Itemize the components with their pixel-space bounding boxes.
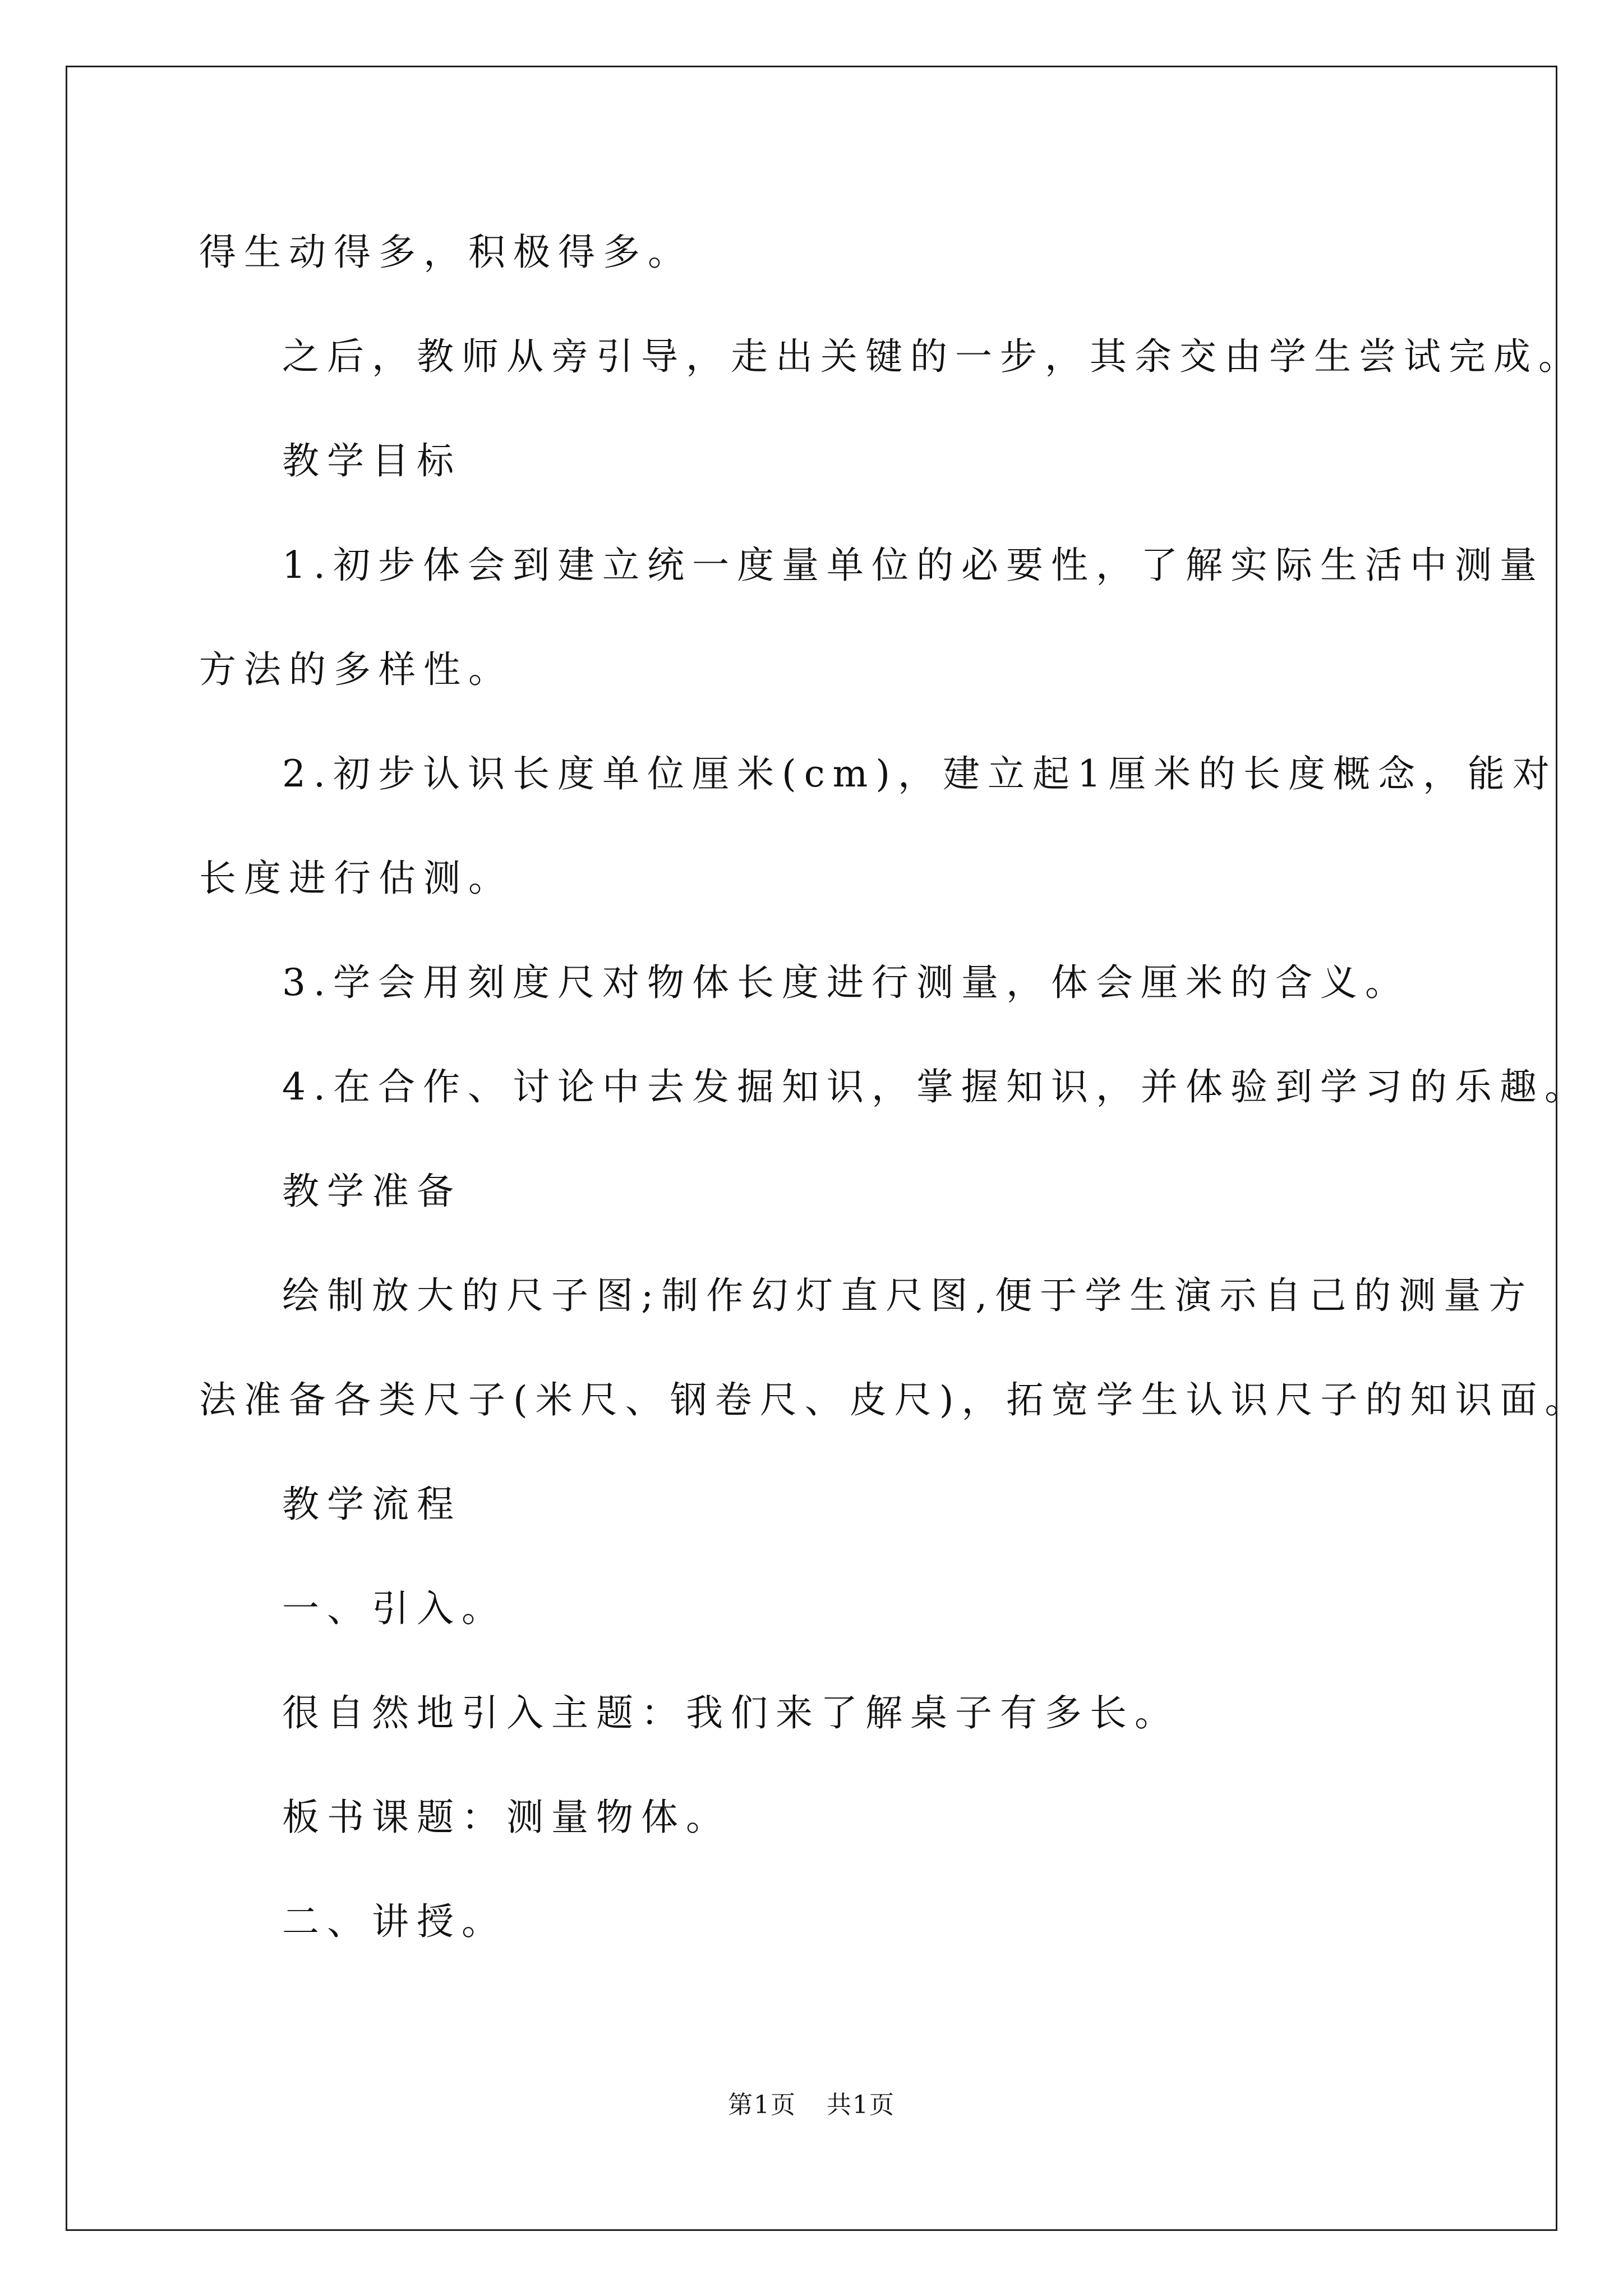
section-heading: 教学流程 <box>282 1483 462 1526</box>
paragraph-line: 板书课题：测量物体。 <box>282 1796 731 1839</box>
paragraph-line: 4.在合作、讨论中去发掘知识，掌握知识，并体验到学习的乐趣。 <box>282 1065 1589 1108</box>
paragraph-line: 2.初步认识长度单位厘米(cm)，建立起1厘米的长度概念，能对 <box>282 752 1558 795</box>
section-heading: 教学准备 <box>282 1170 462 1213</box>
subsection-heading: 一、引入。 <box>282 1587 506 1630</box>
paragraph-line: 长度进行估测。 <box>199 857 513 900</box>
page-number: 第1页 <box>728 2091 796 2119</box>
paragraph-line: 很自然地引入主题：我们来了解桌子有多长。 <box>282 1691 1179 1734</box>
paragraph-line: 法准备各类尺子(米尺、钢卷尺、皮尺)，拓宽学生认识尺子的知识面。 <box>199 1378 1590 1421</box>
paragraph-line: 得生动得多，积极得多。 <box>199 231 693 274</box>
paragraph-line: 1.初步体会到建立统一度量单位的必要性，了解实际生活中测量 <box>282 544 1544 587</box>
paragraph-line: 绘制放大的尺子图;制作幻灯直尺图,便于学生演示自己的测量方 <box>282 1274 1534 1317</box>
paragraph-line: 3.学会用刻度尺对物体长度进行测量，体会厘米的含义。 <box>282 961 1410 1004</box>
subsection-heading: 二、讲授。 <box>282 1900 506 1943</box>
paragraph-line: 方法的多样性。 <box>199 648 513 691</box>
page-total: 共1页 <box>827 2091 895 2119</box>
page-footer <box>0 2090 1623 2121</box>
paragraph-line: 之后，教师从旁引导，走出关键的一步，其余交由学生尝试完成。 <box>282 335 1583 378</box>
section-heading: 教学目标 <box>282 439 462 482</box>
